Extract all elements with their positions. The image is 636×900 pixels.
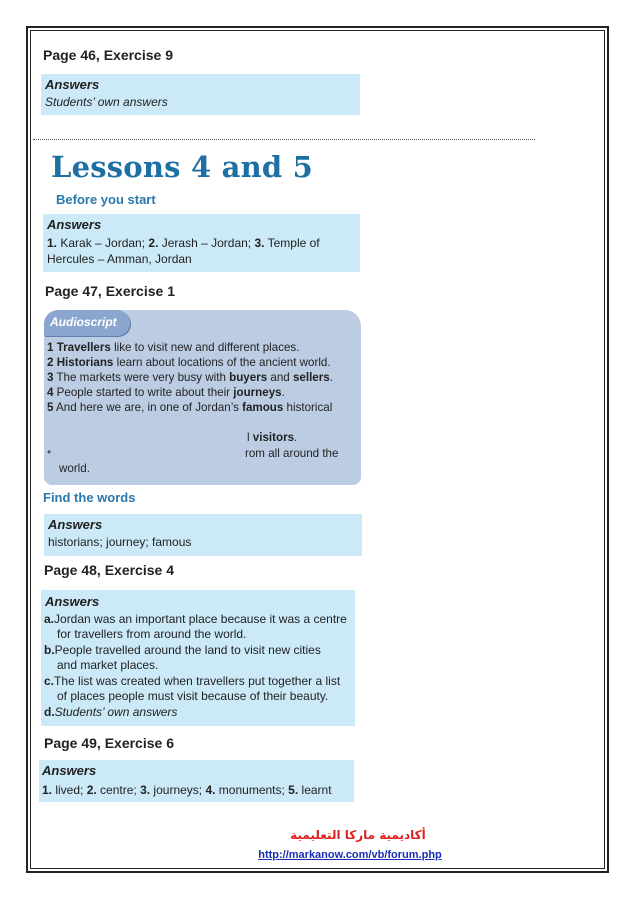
audioscript-line-4: 4 People started to write about their journeys. <box>47 386 285 399</box>
lesson-title: Lessons 4 and 5 <box>51 150 314 184</box>
footer-forum-link[interactable]: http://markanow.com/vb/forum.php <box>258 849 442 861</box>
exercise-6-heading: Page 49, Exercise 6 <box>44 735 174 751</box>
answer-text: Temple of <box>264 236 320 250</box>
audioscript-box <box>44 310 361 485</box>
audioscript-line-1: 1 Travellers like to visit new and different places. <box>47 341 300 354</box>
exercise-9-answer-box <box>41 74 360 115</box>
footer-academy-name: أكاديمية ماركا التعليمية <box>290 828 426 842</box>
answer-item-c-cont: of places people must visit because of their beauty. <box>57 689 329 703</box>
answer-item-d: d.Students’ own answers <box>44 705 178 719</box>
find-words-answer-box <box>44 514 362 556</box>
answer-number: 2. <box>148 236 159 250</box>
answer-line-2: Hercules – Amman, Jordan <box>47 252 192 266</box>
exercise-1-heading: Page 47, Exercise 1 <box>45 283 175 299</box>
exercise-4-heading: Page 48, Exercise 4 <box>44 562 174 578</box>
exercise-4-answer-box <box>41 590 355 726</box>
answer-box-title: Answers <box>45 77 100 92</box>
audioscript-fragment-partial: rom all around the <box>245 447 339 460</box>
answer-box-title: Answers <box>42 763 97 778</box>
audioscript-line-5: 5 And here we are, in one of Jordan’s famous historical <box>47 401 333 414</box>
answer-item-b-cont: and market places. <box>57 658 159 672</box>
answer-number: 1. <box>47 236 58 250</box>
answer-item-a-cont: for travellers from around the world. <box>57 627 247 641</box>
answer-text: Jerash – Jordan; <box>158 236 255 250</box>
audioscript-line-3: 3 The markets were very busy with buyers and sellers. <box>47 371 333 384</box>
answer-number: 3. <box>254 236 265 250</box>
answer-text: historians; journey; famous <box>48 535 192 549</box>
answer-item-a: a.Jordan was an important place because it was a centre <box>44 612 347 626</box>
before-you-start-heading: Before you start <box>56 192 156 207</box>
exercise-9-heading: Page 46, Exercise 9 <box>43 47 173 63</box>
answer-box-title: Answers <box>47 217 102 232</box>
answer-box-title: Answers <box>48 517 103 532</box>
answer-item-c: c.The list was created when travellers put together a list <box>44 674 341 688</box>
audioscript-tab <box>44 310 130 336</box>
answer-text: 1. lived; 2. centre; 3. journeys; 4. monuments; 5. learnt <box>42 783 332 797</box>
section-divider <box>33 139 535 140</box>
audioscript-line-2: 2 Historians learn about locations of the ancient world. <box>47 356 331 369</box>
answer-box-title: Answers <box>45 594 100 609</box>
lesson-answer-box <box>43 214 360 272</box>
audioscript-fragment-visitors: l visitors. <box>247 431 298 444</box>
answer-text: Karak – Jordan; <box>57 236 149 250</box>
answer-item-b: b.People travelled around the land to visit new cities <box>44 643 321 657</box>
answer-line-1 <box>47 236 320 252</box>
audioscript-obscured-line: • <box>47 446 52 459</box>
find-the-words-heading: Find the words <box>43 490 136 505</box>
answer-text: Students’ own answers <box>45 95 168 109</box>
audioscript-fragment-world: world. <box>59 462 90 475</box>
audioscript-tab-label: Audioscript <box>50 315 117 329</box>
exercise-6-answer-box <box>39 760 354 802</box>
